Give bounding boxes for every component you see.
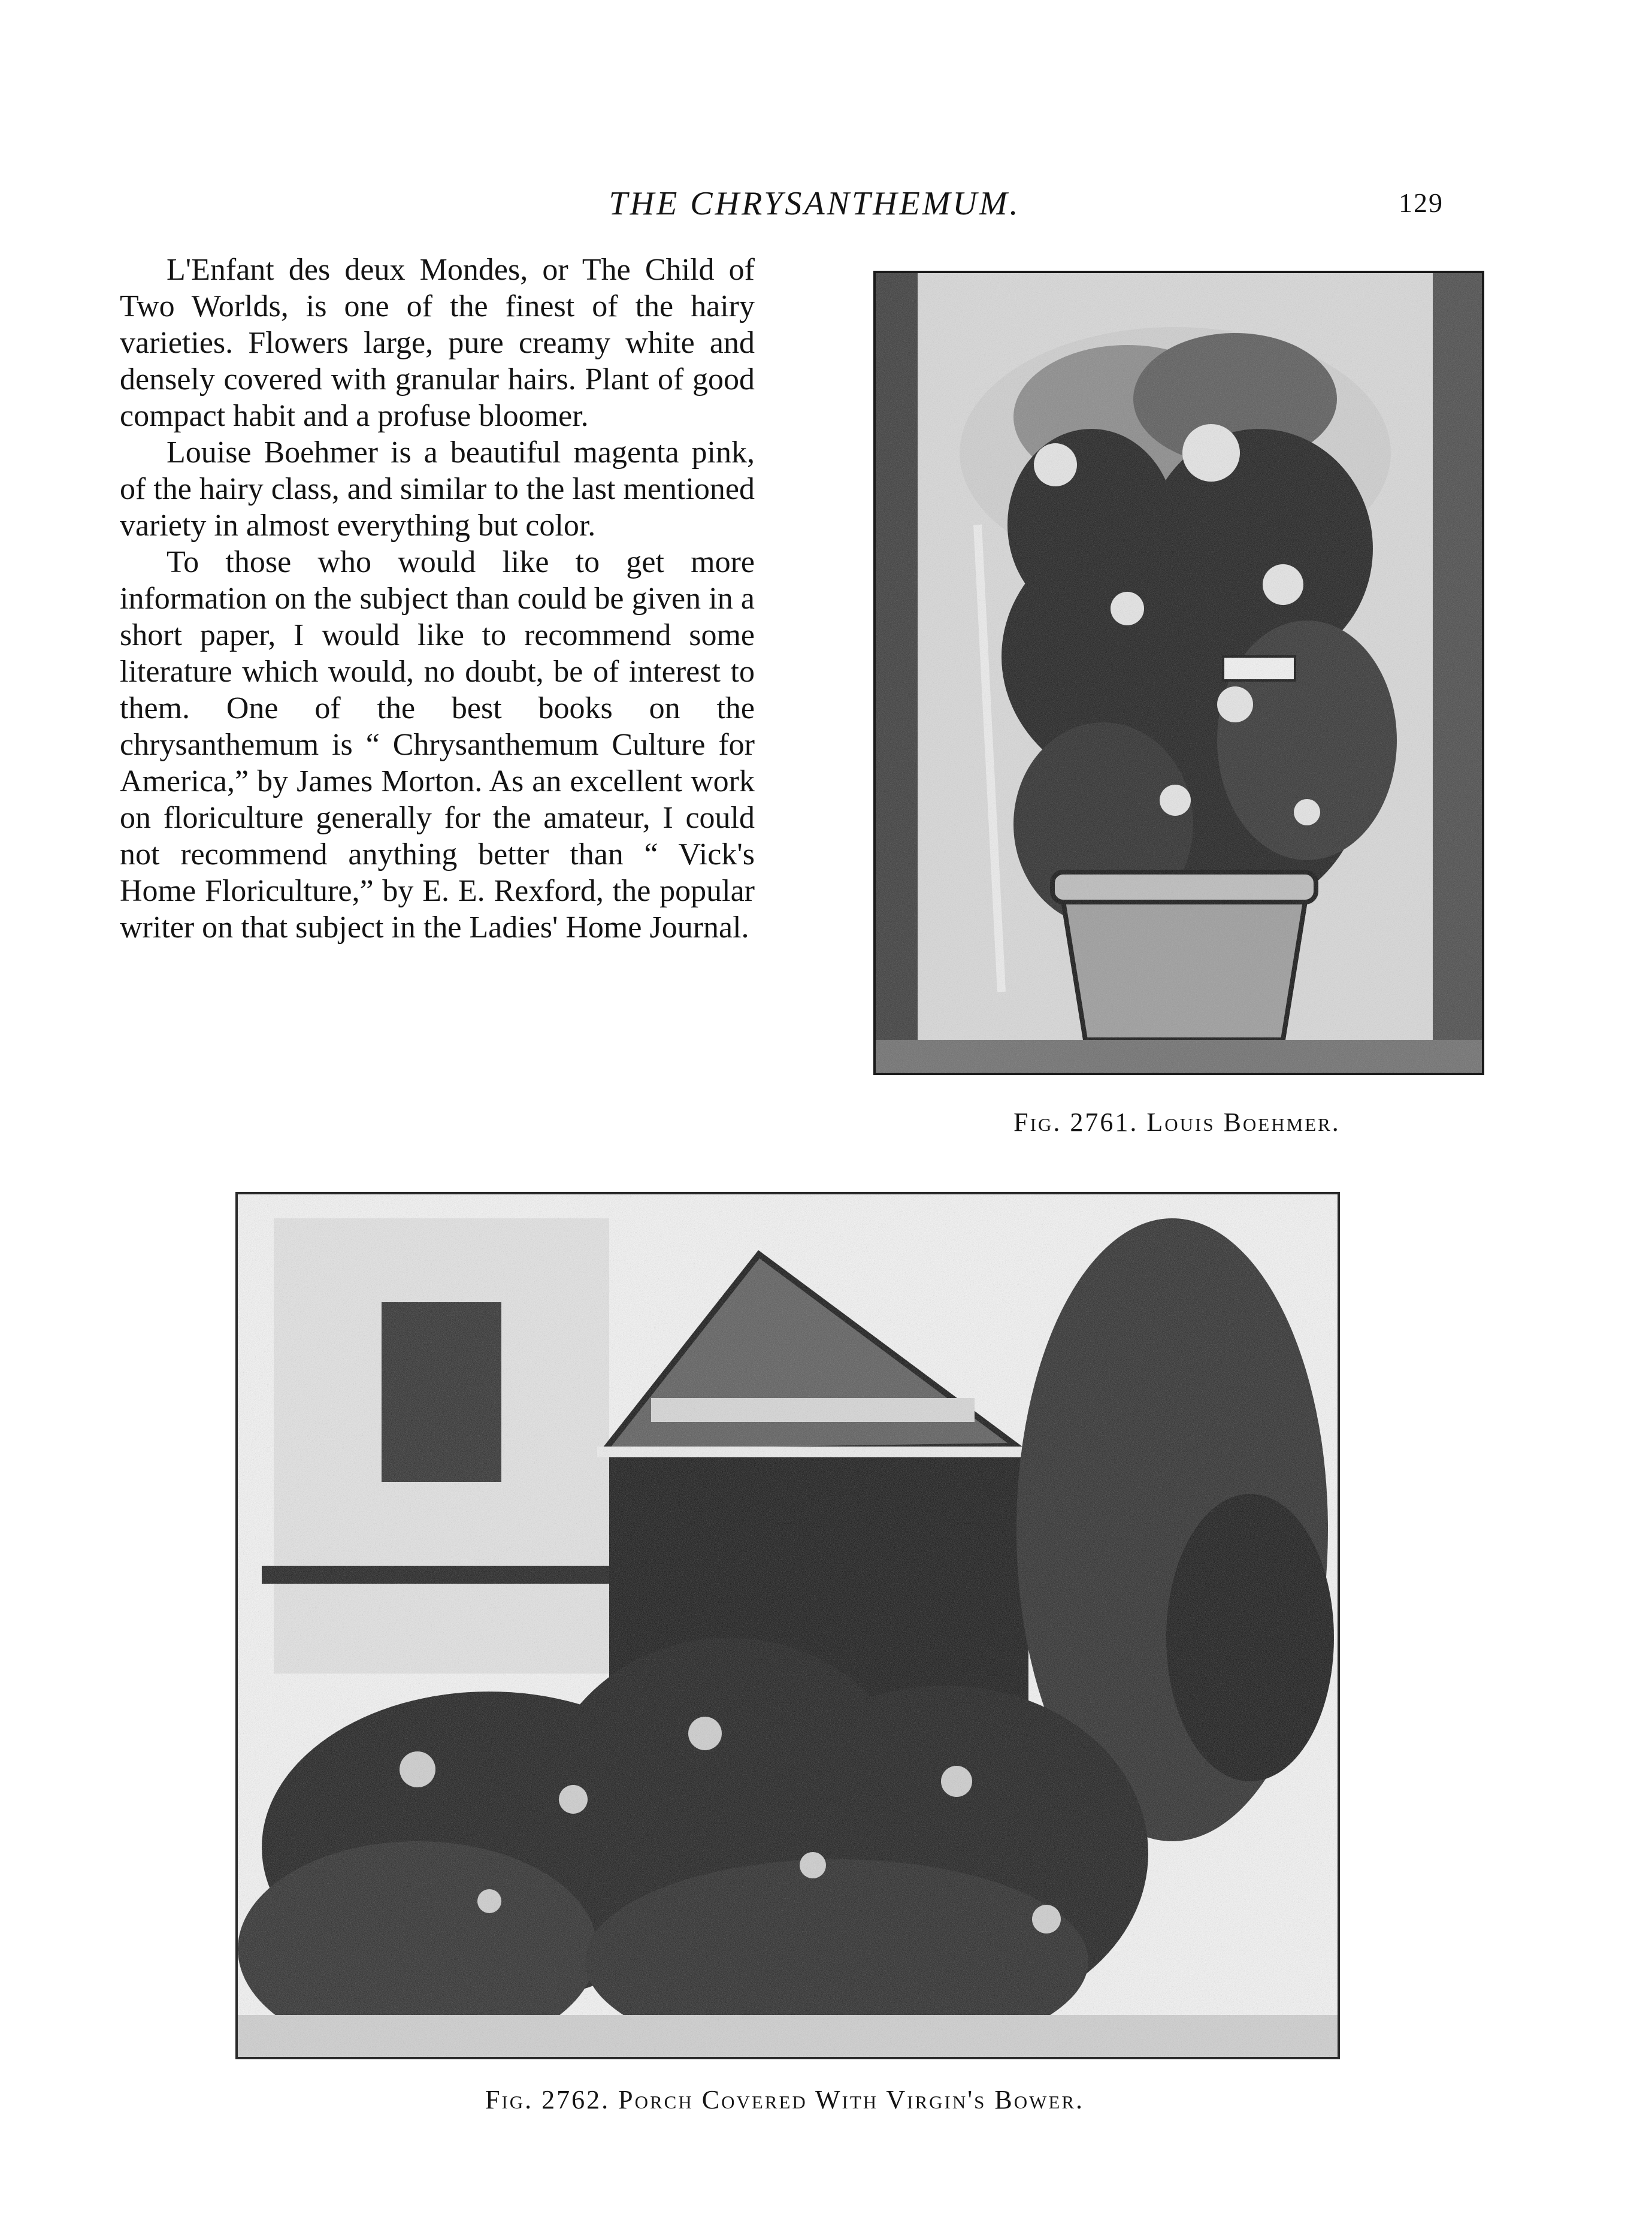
page-number: 129 — [1399, 187, 1444, 218]
paragraph-enfant-des-deux-mondes: L'Enfant des deux Mondes, or The Child of Two Worlds, is one of the finest of the hairy varieties. Flowers large, pure creamy white and densely covered with granular hairs. Plant of good compact habit and a profuse bloomer. — [120, 253, 755, 433]
potted-chrysanthemum-illustration — [876, 273, 1482, 1073]
body-text-column — [120, 252, 755, 946]
figure-2762-photo — [235, 1192, 1340, 2059]
figure-2762-caption: Fig. 2762. Porch Covered With Virgin's Bower. — [485, 2085, 1085, 2114]
figure-2761-photo — [873, 271, 1484, 1075]
halftone-grain — [876, 273, 1482, 1073]
paragraph-literature-recommendation: To those who would like to get more information on the subject than could be given in a short paper, I would like to recommend some literature which would, no doubt, be of interest to them. One of the best books on the chrysanthemum is “ Chrysanthemum Culture for America,” by James Morton. As an excellent work on floriculture generally for the amateur, I could not recommend anything better than “ Vick's Home Floriculture,” by E. E. Rexford, the popular writer on that subject in the Ladies' Home Journal. — [120, 545, 755, 945]
halftone-grain — [238, 1194, 1338, 2057]
running-head: THE CHRYSANTHEMUM. — [609, 185, 1021, 222]
paragraph-louise-boehmer: Louise Boehmer is a beautiful magenta pink, of the hairy class, and similar to the last mentioned variety in almost everything but color. — [120, 435, 755, 543]
figure-2761-caption: Fig. 2761. Louis Boehmer. — [1013, 1108, 1341, 1137]
porch-vines-illustration — [238, 1194, 1338, 2057]
